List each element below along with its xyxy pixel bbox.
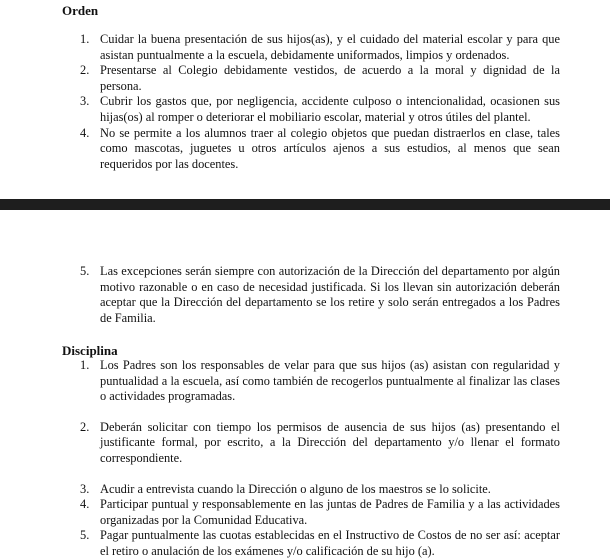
item-number: 3. bbox=[80, 94, 90, 109]
list-item bbox=[62, 94, 560, 125]
item-text: Cuidar la buena presentación de sus hijos(as), y el cuidado del material escolar y para que asistan puntualmente a la escuela, debidamente uniformados, limpios y ordenados. bbox=[100, 32, 560, 62]
item-number: 2. bbox=[80, 63, 90, 78]
item-text: Presentarse al Colegio debidamente vestidos, de acuerdo a la moral y dignidad de la persona. bbox=[100, 63, 560, 93]
item-number: 5. bbox=[80, 528, 90, 543]
list-item bbox=[62, 126, 560, 173]
section-title-disciplina: Disciplina bbox=[62, 343, 118, 358]
item-number: 5. bbox=[80, 264, 90, 278]
list-item bbox=[62, 63, 560, 94]
item-text: Pagar puntualmente las cuotas establecidas en el Instructivo de Costos de no ser así: aceptar el retiro o anulación de los exámenes y/o calificación de su hijo (a). bbox=[100, 528, 560, 558]
page-break-divider bbox=[0, 199, 610, 210]
orden-list bbox=[62, 32, 560, 172]
item-number: 1. bbox=[80, 32, 90, 46]
list-item bbox=[62, 32, 560, 63]
item-text: Participar puntual y responsablemente en las juntas de Padres de Familia y a las actividades organizadas por la Comunidad Educativa. bbox=[100, 497, 560, 527]
list-item bbox=[62, 358, 560, 405]
list-item bbox=[62, 528, 560, 559]
item-text: Los Padres son los responsables de velar para que sus hijos (as) asistan con regularidad y puntualidad a la escuela, así como también de recogerlos puntualmente al finalizar las clases o actividades programadas. bbox=[100, 358, 560, 404]
item-number: 4. bbox=[80, 125, 90, 140]
disciplina-list bbox=[62, 358, 560, 560]
item-number: 1. bbox=[80, 358, 90, 372]
list-item bbox=[62, 482, 560, 498]
item-text: Las excepciones serán siempre con autorización de la Dirección del departamento por algún motivo razonable o en caso de necesidad justificada. Si los llevan sin autorización deberán aceptar que la Dirección del departamento se los retire y solo serán entregados a los Padres de Familia. bbox=[100, 264, 560, 325]
item-text: No se permite a los alumnos traer al colegio objetos que puedan distraerlos en clase, tales como mascotas, juguetes u otros artículos ajenos a sus estudios, al menos que sean requeridos por las docentes. bbox=[100, 125, 560, 171]
item-text: Acudir a entrevista cuando la Dirección o alguno de los maestros se lo solicite. bbox=[100, 481, 491, 496]
item-text: Cubrir los gastos que, por negligencia, accidente culposo o intencionalidad, ocasionen sus hijas(os) al romper o deteriorar el mobiliario escolar, material y otros útiles del plantel. bbox=[100, 94, 560, 124]
section-title-orden: Orden bbox=[62, 3, 99, 18]
list-item bbox=[62, 497, 560, 528]
list-item bbox=[62, 264, 560, 326]
item-text: Deberán solicitar con tiempo los permisos de ausencia de sus hijos (as) presentando el justificante formal, por escrito, a la Dirección del departamento y/o llenar el formato correspondiente. bbox=[100, 419, 560, 465]
item-number: 2. bbox=[80, 419, 90, 434]
item-number: 3. bbox=[80, 481, 90, 496]
item-number: 4. bbox=[80, 497, 90, 512]
list-item bbox=[62, 420, 560, 467]
orden-list-continued bbox=[62, 264, 560, 326]
